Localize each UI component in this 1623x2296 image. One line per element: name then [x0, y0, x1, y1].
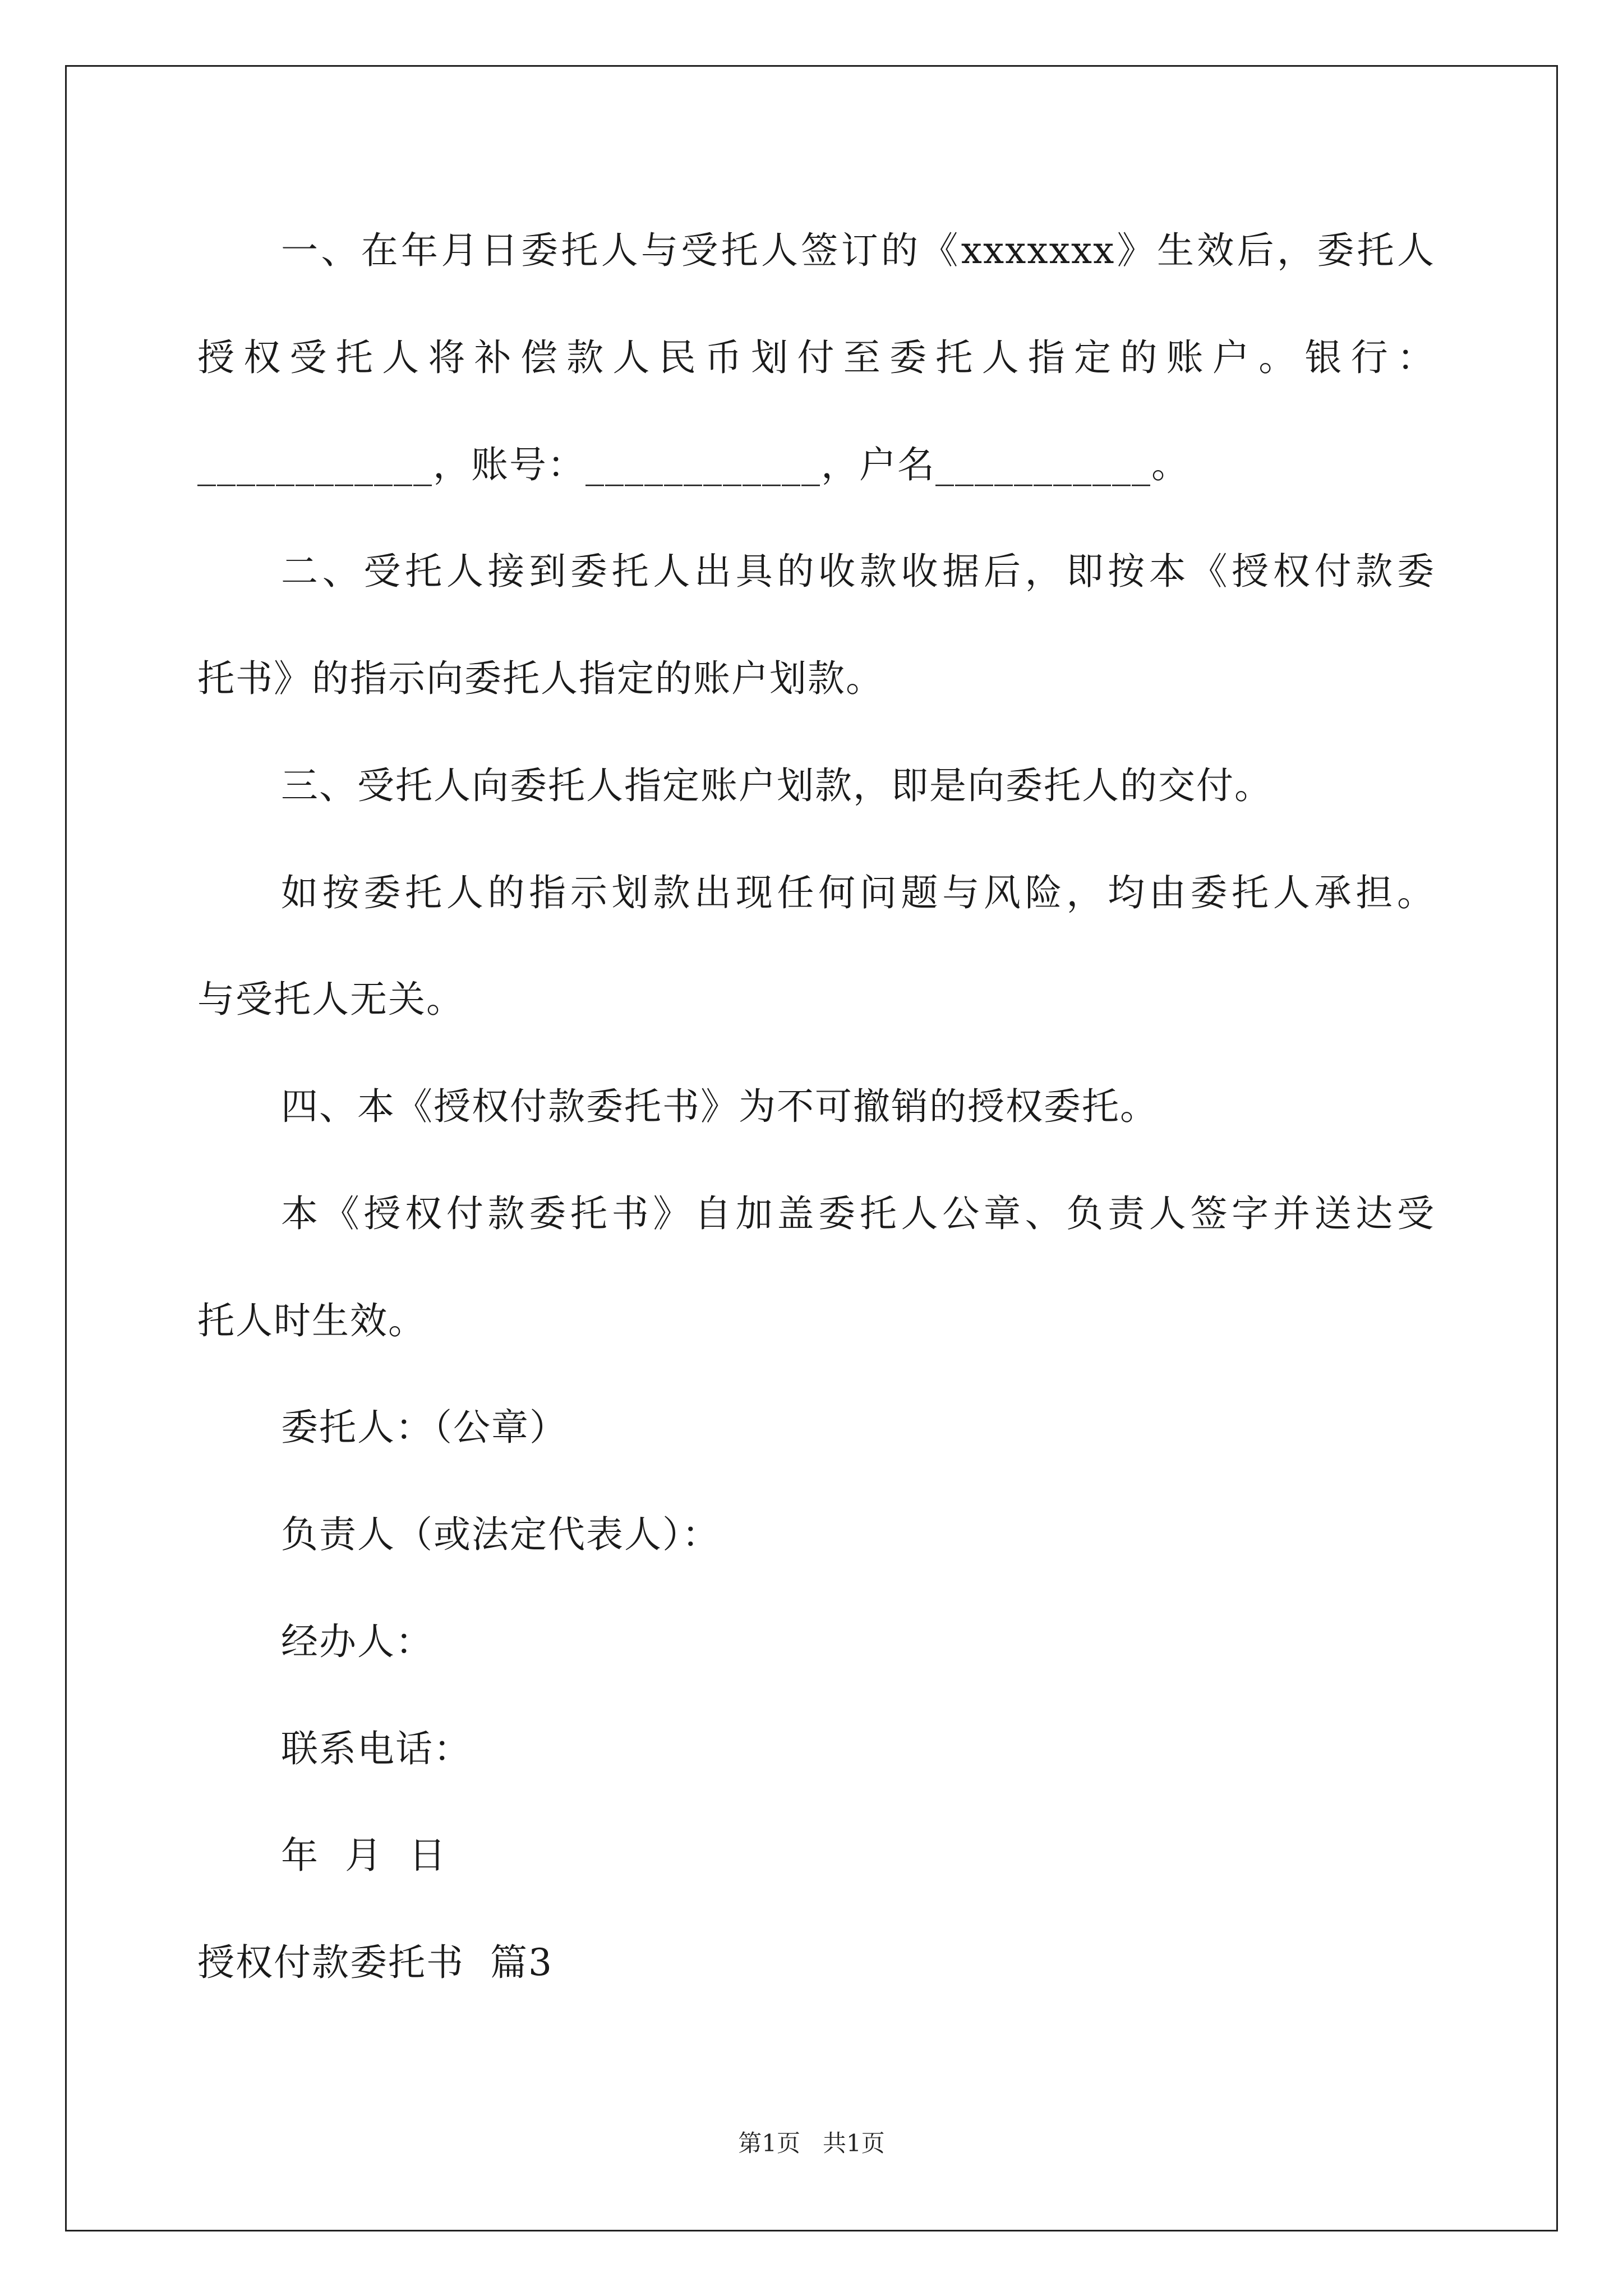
paragraph-4-line-1: 如按委托人的指示划款出现任何问题与风险，均由委托人承担。 — [281, 871, 1435, 914]
paragraph-2-line-2: 托书》的指示向委托人指定的账户划款。 — [197, 657, 884, 700]
handler-line: 经办人： — [281, 1620, 434, 1663]
phone-line: 联系电话： — [281, 1727, 472, 1770]
date-line: 年 月 日 — [281, 1834, 447, 1877]
paragraph-2-line-1: 二、受托人接到委托人出具的收款收据后，即按本《授权付款委 — [281, 550, 1435, 593]
paragraph-1-line-1: 一、在年月日委托人与受托人签订的《xxxxxxx》生效后，委托人 — [281, 229, 1435, 272]
responsible-person-line: 负责人（或法定代表人）： — [281, 1513, 720, 1556]
page-border — [65, 65, 1558, 2231]
paragraph-6-line-1: 本《授权付款委托书》自加盖委托人公章、负责人签字并送达受 — [281, 1192, 1435, 1235]
paragraph-1-line-2: 授权受托人将补偿款人民币划付至委托人指定的账户。银行： — [197, 336, 1435, 379]
page-footer: 第1页 共1页 — [738, 2129, 885, 2157]
paragraph-5: 四、本《授权付款委托书》为不可撤销的授权委托。 — [281, 1085, 1158, 1128]
principal-seal-line: 委托人：（公章） — [281, 1406, 568, 1449]
paragraph-4-line-2: 与受托人无关。 — [197, 978, 464, 1021]
paragraph-1-line-3: ____________，账号：____________，户名___________。 — [197, 443, 1189, 486]
next-section-title: 授权付款委托书 篇3 — [197, 1941, 553, 1984]
paragraph-6-line-2: 托人时生效。 — [197, 1299, 426, 1342]
paragraph-3: 三、受托人向委托人指定账户划款，即是向委托人的交付。 — [281, 764, 1272, 807]
